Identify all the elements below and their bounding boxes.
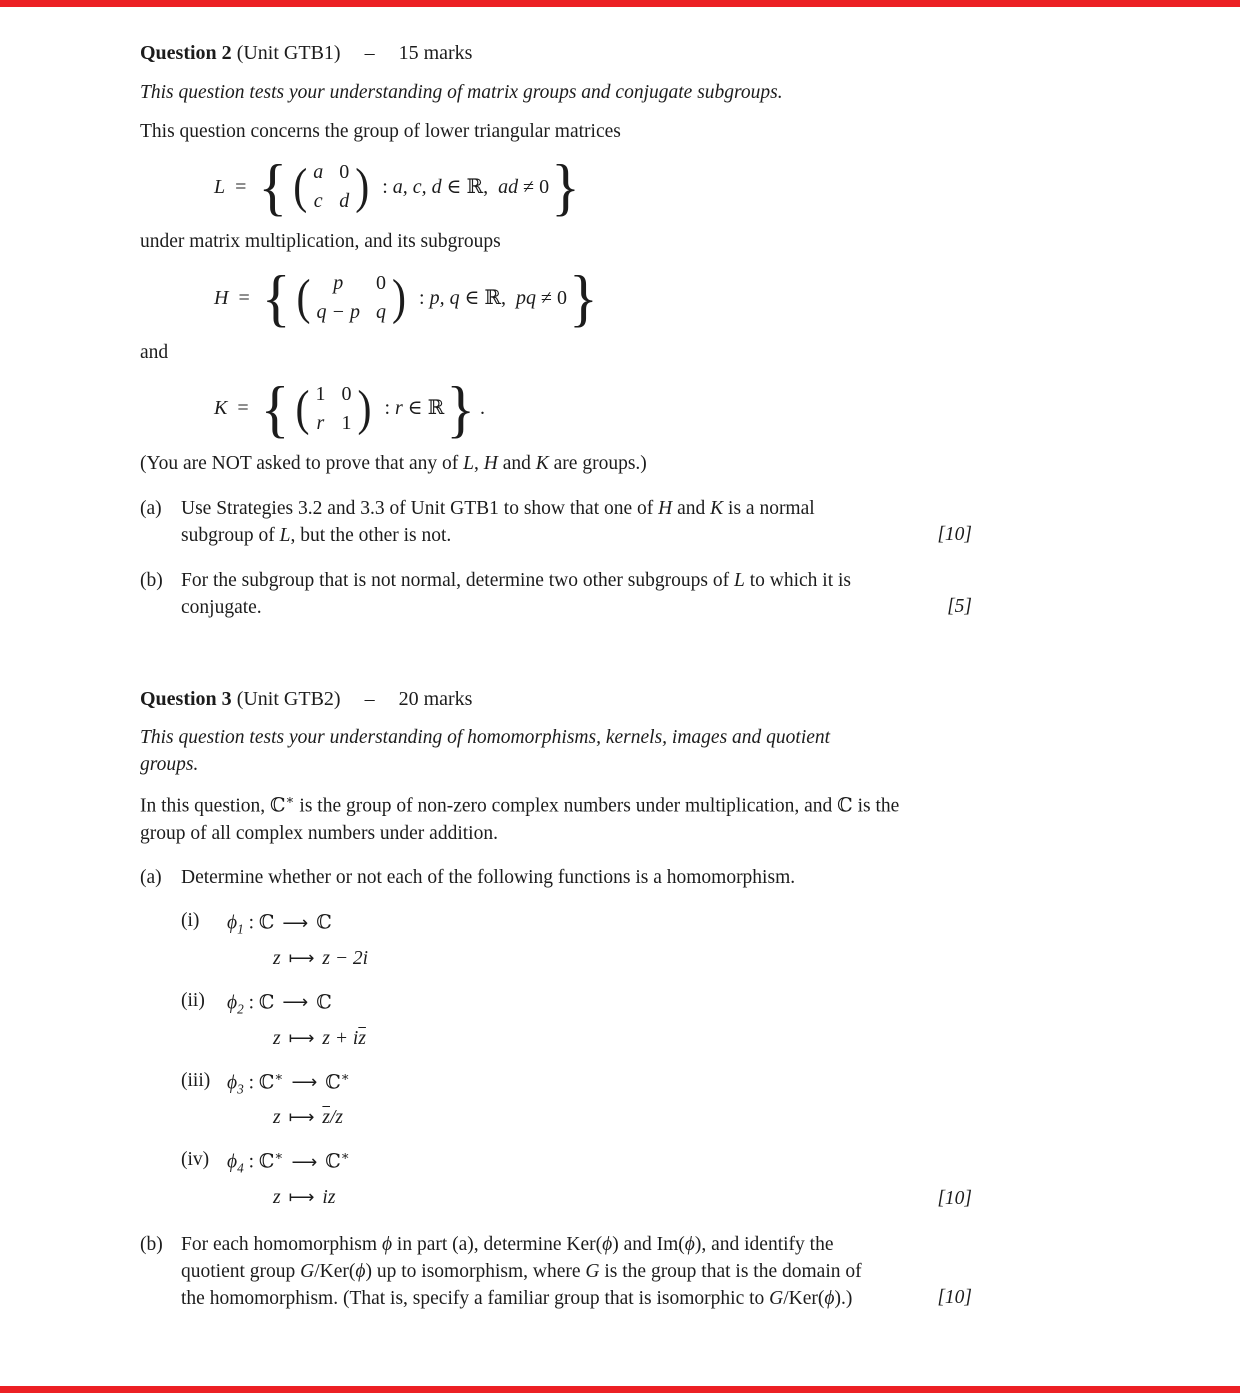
- condition-variables: a, c, d: [392, 175, 442, 198]
- part-label: (b): [140, 569, 163, 591]
- text: is the group of non-zero complex numbers under multiplication, and: [294, 795, 838, 817]
- part-a-text: [181, 496, 883, 550]
- function-signature: [227, 1068, 350, 1099]
- map-expression: /z: [330, 1107, 344, 1129]
- roman-label: (ii): [181, 989, 205, 1011]
- codomain-symbol: ℂ: [316, 992, 332, 1014]
- var-K: K: [710, 498, 724, 520]
- colon: :: [419, 286, 430, 309]
- function-iv: [181, 1147, 883, 1212]
- phi-symbol: ϕ: [227, 992, 238, 1014]
- text: is a normal subgroup of: [181, 498, 815, 547]
- condition-H: [419, 285, 567, 313]
- math-tail-period: .: [480, 397, 486, 420]
- text: in part (a), determine Ker(: [392, 1233, 603, 1255]
- matrix-entry: 0: [339, 160, 350, 183]
- heading-dash: –: [364, 687, 375, 710]
- var-H: H: [483, 453, 498, 475]
- conjugate-z: $\overline{z}$: [322, 1107, 330, 1129]
- colon: :: [243, 1072, 259, 1094]
- text: ) and Im(: [612, 1233, 685, 1255]
- exam-document: [140, 40, 972, 1330]
- var-G: G: [300, 1260, 315, 1282]
- question-3-total-marks: 20 marks: [398, 687, 473, 710]
- matrix-entry: c: [313, 190, 323, 213]
- condition-variables: r: [395, 397, 403, 420]
- mapping-rule: [273, 1185, 350, 1212]
- matrix-entry: 0: [341, 382, 352, 405]
- math-lhs-K: K: [214, 397, 228, 420]
- open-paren: (: [296, 271, 311, 326]
- long-arrow: ⟶: [291, 1151, 318, 1173]
- definition-of-H: [214, 263, 972, 334]
- close-brace: }: [551, 152, 580, 223]
- question-3-unit: (Unit GTB2): [231, 687, 341, 710]
- close-paren: ): [355, 160, 370, 215]
- text: is the group that is the domain of the homomorphism. (That is, specify a familiar group that is isomorphic to: [181, 1260, 862, 1309]
- domain-symbol: ℂ: [258, 992, 275, 1014]
- mapping-rule: [273, 1105, 350, 1132]
- note-text: (You are NOT asked to prove that any of: [140, 453, 464, 475]
- section-gap: [140, 640, 972, 686]
- map-variable: z: [273, 1186, 281, 1208]
- star-superscript: ∗: [285, 792, 295, 808]
- var-L: L: [733, 569, 745, 591]
- question-3-part-a: [140, 865, 972, 1213]
- roman-label: (iii): [181, 1069, 211, 1091]
- var-G: G: [585, 1260, 600, 1282]
- question-3-title: Question 3: [140, 687, 232, 710]
- condition-tail: ≠ 0: [536, 286, 568, 309]
- matrix-entry: d: [339, 190, 350, 213]
- codomain-star: ∗: [340, 1068, 350, 1084]
- condition-K: [384, 395, 444, 423]
- definition-of-L: [214, 152, 972, 223]
- text: ).): [834, 1287, 853, 1309]
- matrix-entry: 0: [376, 271, 387, 294]
- phi-symbol: ϕ: [227, 1151, 238, 1173]
- question-2-paragraph-2: under matrix multiplication, and its subgroups: [140, 231, 501, 253]
- mapping-rule: [273, 946, 368, 973]
- question-2-unit: (Unit GTB1): [231, 42, 341, 64]
- question-3-intro: This question tests your understanding of homomorphisms, kernels, images and quotient groups.: [140, 727, 831, 776]
- domain-star: ∗: [274, 1068, 284, 1084]
- phi-symbol: ϕ: [227, 1072, 238, 1094]
- function-definition: [227, 1068, 350, 1133]
- question-2-total-marks: 15 marks: [398, 42, 473, 64]
- matrix-entry: p: [333, 271, 344, 294]
- text: In this question,: [140, 795, 270, 817]
- part-b-text: [181, 568, 883, 622]
- text: /Ker(: [783, 1287, 825, 1309]
- map-variable: z: [273, 948, 281, 970]
- text: For the subgroup that is not normal, determine two other subgroups of: [181, 569, 734, 591]
- domain-symbol: ℂ: [258, 912, 275, 934]
- var-H: H: [658, 498, 673, 520]
- condition-expression: ad: [498, 175, 519, 198]
- question-2-paragraph-1: This question concerns the group of lower triangular matrices: [140, 120, 621, 142]
- function-list: [181, 908, 883, 1211]
- text: to which it is conjugate.: [181, 569, 851, 618]
- matrix-K: [313, 381, 353, 438]
- membership: ∈ ℝ: [402, 397, 445, 420]
- phi-subscript: 4: [237, 1160, 244, 1176]
- complex-set-symbol: ℂ: [270, 795, 286, 817]
- domain-symbol: ℂ: [258, 1072, 275, 1094]
- function-definition: [227, 908, 368, 973]
- phi-symbol: ϕ: [684, 1233, 695, 1255]
- map-variable: z: [273, 1027, 281, 1049]
- codomain-symbol: ℂ: [325, 1072, 341, 1094]
- phi-symbol: ϕ: [227, 912, 238, 934]
- question-2-intro: This question tests your understanding of matrix groups and conjugate subgroups.: [140, 81, 783, 103]
- part-label: (a): [140, 498, 162, 520]
- open-brace: {: [260, 374, 290, 445]
- mapping-rule: [273, 1026, 366, 1053]
- domain-star: ∗: [274, 1148, 284, 1164]
- question-2-paragraph-3: and: [140, 342, 169, 364]
- question-2-part-b: [140, 568, 972, 622]
- colon: :: [382, 175, 393, 198]
- note-text: are groups.): [548, 453, 647, 475]
- map-expression: z − 2i: [322, 948, 369, 970]
- matrix-entry: r: [316, 412, 325, 435]
- matrix-entry: 1: [341, 412, 352, 435]
- marks-badge: [10]: [937, 1187, 972, 1209]
- condition-variables: p, q: [429, 286, 460, 309]
- part-label: (b): [140, 1233, 163, 1255]
- close-paren: ): [357, 382, 372, 437]
- mapsto-arrow: ⟼: [288, 1186, 315, 1208]
- question-3-paragraph-1: [140, 791, 902, 847]
- codomain-star: ∗: [340, 1148, 350, 1164]
- text: is the group of all complex numbers under addition.: [140, 795, 900, 844]
- text: and: [672, 498, 711, 520]
- open-brace: {: [261, 263, 291, 334]
- open-brace: {: [258, 152, 288, 223]
- math-lhs-H: H: [214, 286, 229, 309]
- matrix-entry: a: [313, 160, 324, 183]
- condition-expression: pq: [516, 286, 537, 309]
- question-3-part-b: [140, 1232, 972, 1313]
- equals-sign: =: [235, 175, 247, 198]
- condition-tail: ≠ 0: [518, 175, 550, 198]
- phi-symbol: ϕ: [602, 1233, 613, 1255]
- heading-dash: –: [364, 42, 375, 64]
- function-signature: [227, 988, 366, 1019]
- roman-label: (i): [181, 910, 200, 932]
- text: Use Strategies 3.2 and 3.3 of Unit GTB1 to show that one of: [181, 498, 659, 520]
- close-brace: }: [446, 374, 476, 445]
- matrix-L: [311, 159, 351, 216]
- var-G: G: [769, 1287, 784, 1309]
- phi-symbol: ϕ: [355, 1260, 366, 1282]
- page-border-top: [0, 0, 1240, 7]
- long-arrow: ⟶: [282, 912, 309, 934]
- function-ii: [181, 988, 883, 1053]
- marks-badge: [10]: [937, 524, 972, 546]
- equals-sign: =: [237, 397, 249, 420]
- colon: :: [384, 397, 395, 420]
- matrix-entry: q − p: [316, 301, 361, 324]
- mapsto-arrow: ⟼: [288, 1027, 315, 1049]
- map-variable: z: [273, 1107, 281, 1129]
- mapsto-arrow: ⟼: [288, 948, 315, 970]
- open-paren: (: [293, 160, 308, 215]
- matrix-entry: q: [376, 301, 387, 324]
- matrix-H: [315, 270, 389, 327]
- question-2-part-a: [140, 496, 972, 550]
- close-paren: ): [392, 271, 407, 326]
- roman-label: (iv): [181, 1149, 210, 1171]
- open-paren: (: [295, 382, 310, 437]
- map-expression: iz: [322, 1186, 336, 1208]
- part-label: (a): [140, 867, 162, 889]
- text: , but the other is not.: [290, 525, 452, 547]
- marks-badge: [5]: [947, 595, 972, 617]
- function-signature: [227, 1147, 350, 1178]
- phi-subscript: 2: [237, 1001, 244, 1017]
- condition-L: [382, 174, 549, 202]
- function-signature: [227, 908, 368, 939]
- var-L: L: [279, 525, 291, 547]
- var-L: L: [463, 453, 474, 475]
- text: For each homomorphism: [181, 1233, 382, 1255]
- equals-sign: =: [238, 286, 250, 309]
- phi-symbol: ϕ: [381, 1233, 393, 1255]
- function-definition: [227, 988, 366, 1053]
- marks-badge: [10]: [937, 1286, 972, 1308]
- domain-symbol: ℂ: [258, 1151, 275, 1173]
- long-arrow: ⟶: [291, 1072, 318, 1094]
- membership: ∈ ℝ,: [459, 286, 517, 309]
- close-brace: }: [569, 263, 598, 334]
- text: ) up to isomorphism, where: [365, 1260, 586, 1282]
- function-iii: [181, 1068, 883, 1133]
- part-a-body: [181, 865, 883, 1213]
- matrix-entry: 1: [315, 382, 326, 405]
- question-2-note: [140, 451, 902, 478]
- math-lhs-L: L: [214, 175, 226, 198]
- phi-symbol: ϕ: [824, 1287, 835, 1309]
- question-2-title: Question 2: [140, 42, 232, 64]
- question-2-heading: [140, 40, 972, 68]
- phi-subscript: 1: [237, 921, 244, 937]
- question-3-heading: [140, 686, 972, 714]
- note-text: ,: [474, 453, 484, 475]
- note-text: and: [497, 453, 536, 475]
- codomain-symbol: ℂ: [325, 1151, 341, 1173]
- complex-set-symbol: ℂ: [837, 795, 853, 817]
- mapsto-arrow: ⟼: [288, 1107, 315, 1129]
- var-K: K: [535, 453, 549, 475]
- function-i: [181, 908, 883, 973]
- long-arrow: ⟶: [282, 992, 309, 1014]
- text: ), and identify the quotient group: [181, 1233, 834, 1282]
- conjugate-z: $\overline{z}$: [358, 1027, 366, 1049]
- part-b-text: [181, 1232, 883, 1313]
- part-a-text: Determine whether or not each of the following functions is a homomorphism.: [181, 867, 796, 889]
- text: /Ker(: [314, 1260, 356, 1282]
- colon: :: [243, 992, 259, 1014]
- map-expression: z + i: [322, 1027, 359, 1049]
- phi-subscript: 3: [237, 1080, 244, 1096]
- page-border-bottom: [0, 1386, 1240, 1393]
- membership: ∈ ℝ,: [441, 175, 499, 198]
- function-definition: [227, 1147, 350, 1212]
- definition-of-K: [214, 374, 972, 445]
- colon: :: [243, 912, 259, 934]
- colon: :: [243, 1151, 259, 1173]
- codomain-symbol: ℂ: [316, 912, 332, 934]
